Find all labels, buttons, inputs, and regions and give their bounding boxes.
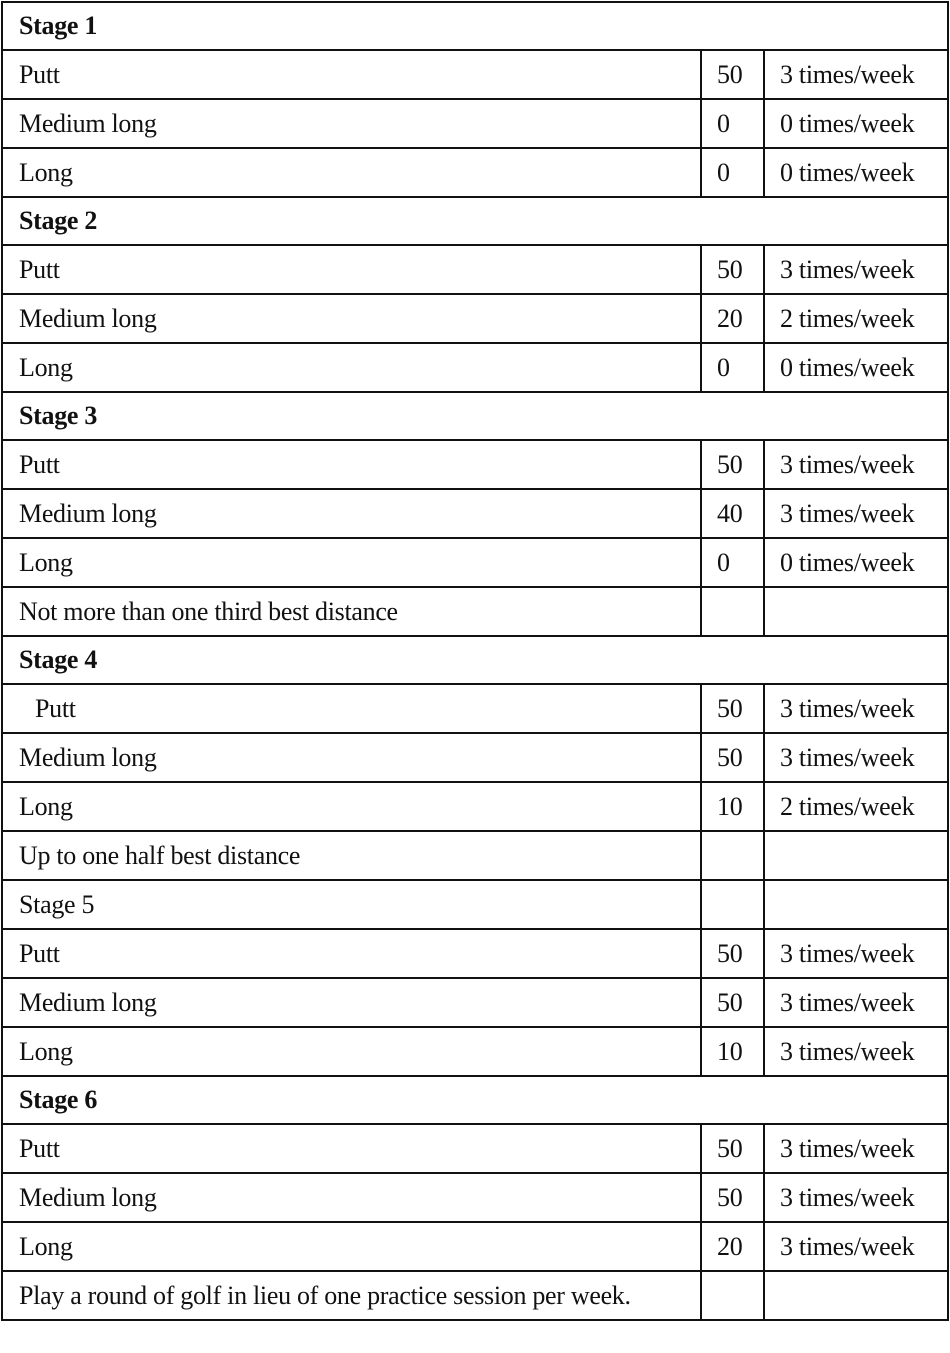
count-cell: 0 <box>701 343 764 392</box>
frequency-cell: 3 times/week <box>764 1173 948 1222</box>
frequency-cell: 3 times/week <box>764 684 948 733</box>
count-cell: 40 <box>701 489 764 538</box>
frequency-cell: 3 times/week <box>764 978 948 1027</box>
table-row <box>2 343 948 392</box>
count-cell: 50 <box>701 978 764 1027</box>
empty-cell <box>701 831 764 880</box>
table-row <box>2 1027 948 1076</box>
table-row <box>2 1173 948 1222</box>
frequency-cell: 3 times/week <box>764 929 948 978</box>
frequency-cell: 3 times/week <box>764 440 948 489</box>
frequency-cell: 3 times/week <box>764 1222 948 1271</box>
stage-header-row <box>2 197 948 245</box>
exercise-cell: Long <box>2 343 701 392</box>
exercise-cell: Medium long <box>2 733 701 782</box>
table-row <box>2 294 948 343</box>
count-cell: 0 <box>701 148 764 197</box>
exercise-cell: Long <box>2 1027 701 1076</box>
exercise-cell: Putt <box>2 684 701 733</box>
frequency-cell: 3 times/week <box>764 245 948 294</box>
exercise-cell: Putt <box>2 50 701 99</box>
count-cell: 50 <box>701 929 764 978</box>
note-row <box>2 1271 948 1320</box>
count-cell: 0 <box>701 99 764 148</box>
count-cell: 20 <box>701 294 764 343</box>
table-row <box>2 440 948 489</box>
table-row <box>2 782 948 831</box>
exercise-cell: Medium long <box>2 99 701 148</box>
count-cell: 50 <box>701 50 764 99</box>
empty-cell <box>701 587 764 636</box>
stage-title: Stage 3 <box>2 392 948 440</box>
practice-program-table <box>1 1 949 1321</box>
table-row <box>2 538 948 587</box>
stage-header-row <box>2 2 948 50</box>
stage-note: Play a round of golf in lieu of one practice session per week. <box>2 1271 701 1320</box>
stage-title: Stage 5 <box>2 880 701 929</box>
count-cell: 10 <box>701 782 764 831</box>
stage-header-row <box>2 392 948 440</box>
table-row <box>2 489 948 538</box>
stage-title: Stage 1 <box>2 2 948 50</box>
exercise-cell: Long <box>2 538 701 587</box>
exercise-cell: Putt <box>2 929 701 978</box>
exercise-cell: Medium long <box>2 489 701 538</box>
frequency-cell: 0 times/week <box>764 148 948 197</box>
exercise-cell: Medium long <box>2 978 701 1027</box>
stage-header-row <box>2 1076 948 1124</box>
table-row <box>2 245 948 294</box>
stage-header-row <box>2 636 948 684</box>
empty-cell <box>701 880 764 929</box>
count-cell: 50 <box>701 245 764 294</box>
empty-cell <box>701 1271 764 1320</box>
count-cell: 10 <box>701 1027 764 1076</box>
empty-cell <box>764 587 948 636</box>
table-row <box>2 1124 948 1173</box>
count-cell: 0 <box>701 538 764 587</box>
stage-title: Stage 6 <box>2 1076 948 1124</box>
count-cell: 50 <box>701 733 764 782</box>
stage-title: Stage 4 <box>2 636 948 684</box>
table-row <box>2 929 948 978</box>
table-row <box>2 684 948 733</box>
frequency-cell: 0 times/week <box>764 538 948 587</box>
stage-title: Stage 2 <box>2 197 948 245</box>
exercise-cell: Putt <box>2 245 701 294</box>
table-row <box>2 733 948 782</box>
empty-cell <box>764 831 948 880</box>
exercise-cell: Long <box>2 782 701 831</box>
exercise-cell: Medium long <box>2 294 701 343</box>
exercise-cell: Medium long <box>2 1173 701 1222</box>
frequency-cell: 2 times/week <box>764 294 948 343</box>
frequency-cell: 0 times/week <box>764 343 948 392</box>
frequency-cell: 3 times/week <box>764 489 948 538</box>
count-cell: 50 <box>701 684 764 733</box>
count-cell: 20 <box>701 1222 764 1271</box>
exercise-cell: Long <box>2 1222 701 1271</box>
table-row <box>2 978 948 1027</box>
exercise-cell: Putt <box>2 1124 701 1173</box>
frequency-cell: 0 times/week <box>764 99 948 148</box>
frequency-cell: 3 times/week <box>764 1124 948 1173</box>
stage-header-row <box>2 880 948 929</box>
frequency-cell: 3 times/week <box>764 50 948 99</box>
note-row <box>2 831 948 880</box>
frequency-cell: 2 times/week <box>764 782 948 831</box>
stage-note: Not more than one third best distance <box>2 587 701 636</box>
frequency-cell: 3 times/week <box>764 733 948 782</box>
count-cell: 50 <box>701 1173 764 1222</box>
frequency-cell: 3 times/week <box>764 1027 948 1076</box>
table-row <box>2 148 948 197</box>
table-row <box>2 50 948 99</box>
count-cell: 50 <box>701 440 764 489</box>
empty-cell <box>764 880 948 929</box>
count-cell: 50 <box>701 1124 764 1173</box>
empty-cell <box>764 1271 948 1320</box>
table-row <box>2 1222 948 1271</box>
exercise-cell: Putt <box>2 440 701 489</box>
table-row <box>2 99 948 148</box>
exercise-cell: Long <box>2 148 701 197</box>
note-row <box>2 587 948 636</box>
stage-note: Up to one half best distance <box>2 831 701 880</box>
